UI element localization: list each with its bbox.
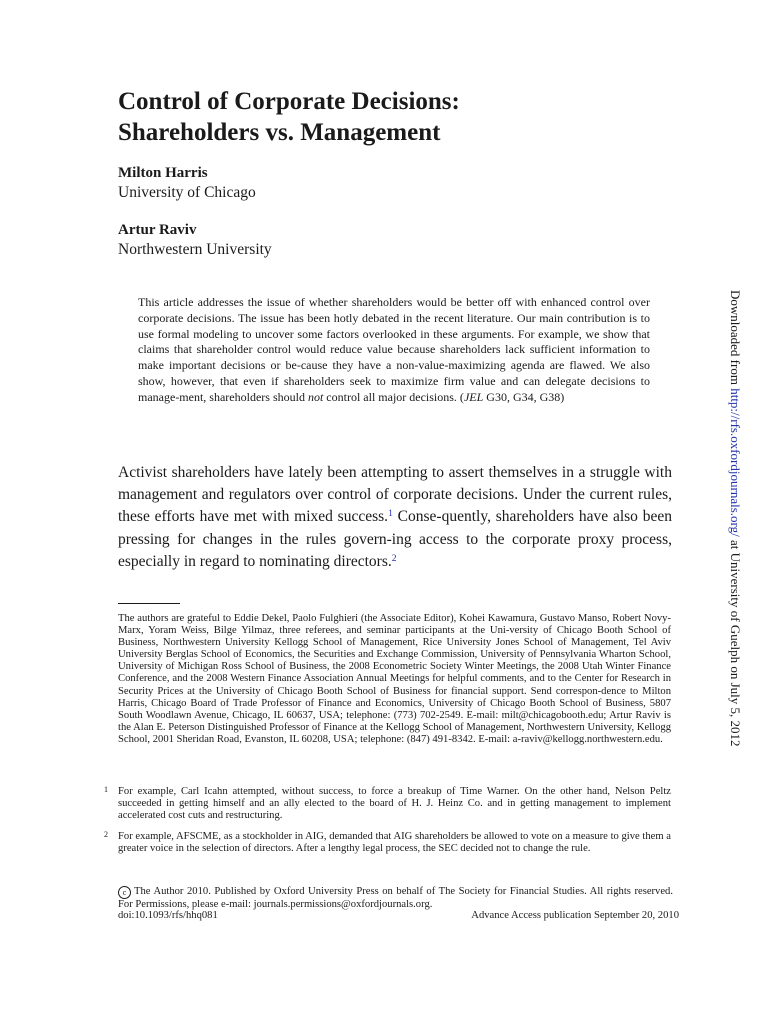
download-prefix: Downloaded from: [728, 290, 743, 389]
download-watermark: [728, 290, 743, 747]
footnote-divider: [118, 603, 180, 604]
author-affiliation: University of Chicago: [118, 184, 256, 201]
author-block-2: [118, 221, 272, 259]
doi-line: [118, 910, 679, 922]
copyright-text: The Author 2010. Published by Oxford University Press on behalf of The Society for Financial Studies. All rights reserved. For Permissions, please e-mail: journals.permissions@oxfordjournals.org.: [118, 886, 673, 910]
title-line-1: Control of Corporate Decisions:: [118, 88, 460, 115]
footnote-text: For example, Carl Icahn attempted, without success, to force a breakup of Time Warner. On the other hand, Nelson Peltz succeeded in getting himself and an ally elected to the board of H. J. Heinz Co. and in getting management to implement accelerated cost cuts and restructuring.: [118, 786, 671, 822]
download-url-link[interactable]: http://rfs.oxfordjournals.org/: [728, 388, 743, 537]
copyright-icon: c: [118, 886, 131, 899]
footnote-ref-1[interactable]: 1: [388, 508, 393, 520]
footnote-number: 2: [104, 830, 108, 839]
author-name: Artur Raviv: [118, 222, 197, 238]
abstract: [138, 295, 650, 406]
jel-label: JEL: [463, 389, 484, 404]
abstract-text-end: control all major decisions. (: [323, 389, 464, 404]
footnote-text: For example, AFSCME, as a stockholder in AIG, demanded that AIG shareholders be allowed to vote on a measure to give them a greater voice in the selection of directors. After a lengthy legal process, the SEC decided not to change the rule.: [118, 831, 671, 855]
advance-access-note: Advance Access publication September 20, 2010: [471, 910, 679, 921]
author-block-1: [118, 164, 256, 202]
author-affiliation: Northwestern University: [118, 241, 272, 258]
footnote-1: [104, 786, 671, 822]
copyright-notice: [118, 886, 673, 911]
acknowledgment-note: The authors are grateful to Eddie Dekel, Paolo Fulghieri (the Associate Editor), Kohei Kawamura, Gustavo Manso, Robert Novy-Marx, Yoram Weiss, Bilge Yilmaz, three referees, and seminar participants at the Uni-versity of Chicago Booth School of Business, Northwestern University Kellogg School of Management, Rice University Jones School of Management, Tel Aviv University Berglas School of Economics, the Securities and Exchange Commission, University of Pennsylvania Wharton School, University of Michigan Ross School of Business, the 2008 Econometric Society Winter Meetings, the 2008 Utah Winter Finance Conference, and the 2008 Western Finance Association Annual Meetings for helpful comments, and to the Center for Research in Security Prices at the University of Chicago Booth School of Business for financial support. Send correspon-dence to Milton Harris, Chicago Board of Trade Professor of Finance and Economics, University of Chicago Booth School of Business, 5807 South Woodlawn Avenue, Chicago, IL 60637, USA; telephone: (773) 702-2549. E-mail: milt@chicagobooth.edu; Artur Raviv is the Alan E. Peterson Distinguished Professor of Finance at the Kellogg School of Management, Northwestern University, Kellogg School, 2001 Sheridan Road, Evanston, IL 60208, USA; telephone: (847) 491-8342. E-mail: a-raviv@kellogg.northwestern.edu.: [118, 613, 671, 745]
article-title: [118, 86, 658, 148]
body-text-part-2: Conse-quently, shareholders have also been pressing for changes in the rules govern-ing access to the corporate proxy process, especially in regard to nominating directors.: [118, 508, 673, 570]
footnote-ref-2[interactable]: 2: [391, 552, 397, 564]
abstract-emphasis: not: [307, 389, 324, 404]
author-name: Milton Harris: [118, 165, 208, 181]
doi: doi:10.1093/rfs/hhq081: [118, 910, 218, 921]
jel-codes: G30, G34, G38): [483, 389, 565, 404]
body-text-part-1: Activist shareholders have lately been attempting to assert themselves in a struggle with management and regulators over control of corporate decisions. Under the current rules, these efforts have met with mixed success.: [118, 464, 672, 526]
download-suffix: at University of Guelph on July 5, 2012: [728, 536, 743, 747]
title-line-2: Shareholders vs. Management: [118, 119, 441, 146]
body-paragraph: [118, 462, 672, 573]
footnote-number: 1: [104, 785, 108, 794]
abstract-text: This article addresses the issue of whether shareholders would be better off with enhanced control over corporate decisions. The issue has been hotly debated in the recent literature. Our main contribution is to use formal modeling to uncover some factors overlooked in these arguments. For example, we show that claims that shareholder control would reduce value because shareholders lack sufficient information to make important decisions or be-cause they have a non-value-maximizing agenda are flawed. We also show, however, that even if shareholders seek to maximize firm value and can delegate decisions to manage-ment, shareholders should: [138, 295, 650, 404]
footnote-2: [104, 831, 671, 855]
